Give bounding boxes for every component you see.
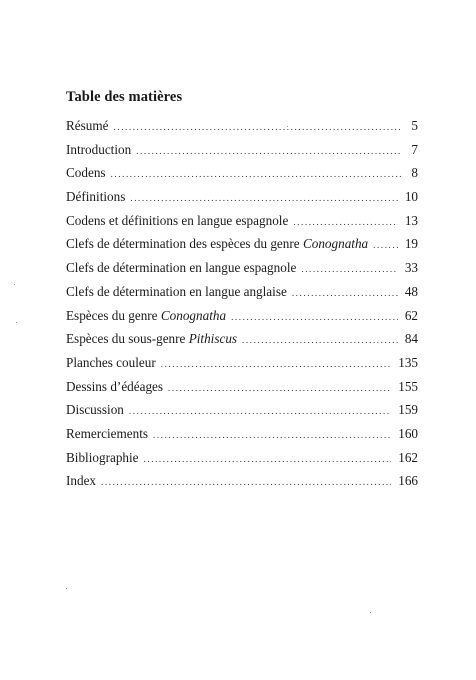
- toc-leader-dots: [373, 241, 398, 250]
- toc-entry-page: 166: [398, 473, 418, 489]
- scan-speck: [14, 284, 15, 285]
- toc-entry: [66, 355, 418, 379]
- toc-list: [66, 118, 418, 497]
- toc-entry-page: 135: [398, 354, 418, 370]
- toc-entry: [66, 450, 418, 474]
- toc-entry-page: 159: [398, 402, 418, 418]
- toc-entry-page: 7: [411, 141, 418, 157]
- toc-entry-label: Index: [66, 473, 97, 489]
- toc-entry: [66, 189, 418, 213]
- toc-leader-dots: [242, 336, 398, 345]
- toc-entry-page: 13: [404, 212, 418, 228]
- toc-entry-page: 155: [398, 378, 418, 394]
- toc-entry: [66, 308, 418, 332]
- toc-entry-page: 162: [398, 449, 418, 465]
- scan-speck: [370, 612, 371, 613]
- toc-entry-page: 10: [404, 189, 418, 205]
- toc-entry: [66, 236, 418, 260]
- toc-leader-dots: [114, 123, 402, 132]
- toc-title: Table des matières: [66, 89, 183, 105]
- toc-entry-page: 48: [404, 283, 418, 299]
- toc-entry-label: Introduction: [66, 141, 132, 157]
- toc-entry: [66, 118, 418, 142]
- toc-entry: [66, 379, 418, 403]
- scan-speck: [287, 126, 288, 127]
- toc-entry-page: 33: [404, 260, 418, 276]
- toc-entry: [66, 213, 418, 237]
- toc-entry-page: 84: [404, 331, 418, 347]
- toc-entry-label: Codens: [66, 165, 106, 181]
- toc-entry-label: Clefs de détermination des espèces du genre Conognatha: [66, 236, 369, 252]
- toc-leader-dots: [153, 431, 391, 440]
- toc-leader-dots: [301, 265, 397, 274]
- toc-entry-label: Définitions: [66, 189, 126, 205]
- toc-entry-label: Espèces du sous-genre Pithiscus: [66, 331, 238, 347]
- toc-entry-label: Codens et définitions en langue espagnole: [66, 212, 289, 228]
- toc-entry: [66, 402, 418, 426]
- toc-leader-dots: [292, 289, 398, 298]
- toc-leader-dots: [111, 170, 401, 179]
- toc-leader-dots: [101, 478, 391, 487]
- toc-leader-dots: [231, 313, 398, 322]
- toc-entry: [66, 331, 418, 355]
- toc-entry: [66, 426, 418, 450]
- toc-entry-label: Clefs de détermination en langue anglaise: [66, 283, 287, 299]
- toc-entry-label: Bibliographie: [66, 449, 139, 465]
- toc-entry-page: 19: [404, 236, 418, 252]
- scan-speck: [66, 588, 67, 589]
- toc-entry: [66, 165, 418, 189]
- toc-leader-dots: [130, 194, 397, 203]
- toc-entry-label: Résumé: [66, 118, 109, 133]
- toc-entry-label: Planches couleur: [66, 354, 156, 370]
- toc-entry: [66, 142, 418, 166]
- toc-entry-label: Remerciements: [66, 425, 149, 441]
- scan-speck: [16, 322, 17, 323]
- toc-entry-page: 62: [404, 307, 418, 323]
- toc-leader-dots: [136, 147, 401, 156]
- toc-entry-label: Clefs de détermination en langue espagnole: [66, 260, 297, 276]
- toc-entry: [66, 473, 418, 497]
- toc-entry-label: Espèces du genre Conognatha: [66, 307, 227, 323]
- toc-leader-dots: [293, 218, 398, 227]
- toc-entry-label: Discussion: [66, 402, 124, 418]
- toc-entry-page: 5: [411, 118, 418, 133]
- toc-entry-label: Dessins d’édéages: [66, 378, 164, 394]
- toc-leader-dots: [161, 360, 392, 369]
- toc-entry: [66, 260, 418, 284]
- toc-leader-dots: [168, 384, 391, 393]
- toc-entry-page: 8: [411, 165, 418, 181]
- toc-leader-dots: [144, 455, 392, 464]
- toc-entry-page: 160: [398, 425, 418, 441]
- toc-entry: [66, 284, 418, 308]
- toc-leader-dots: [129, 407, 391, 416]
